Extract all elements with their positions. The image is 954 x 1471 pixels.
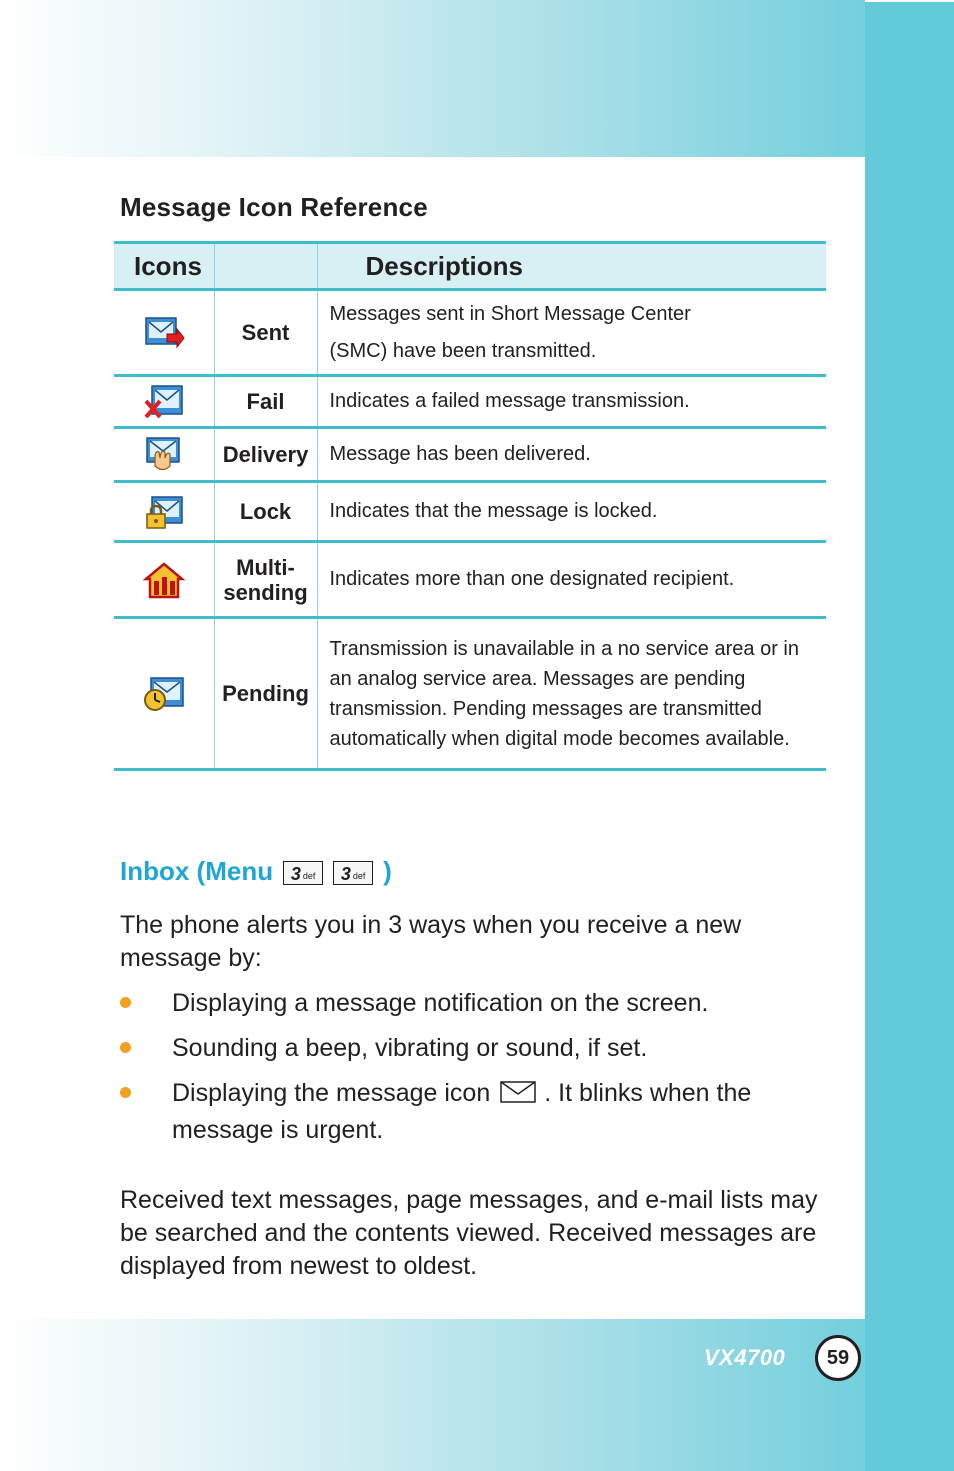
section-title: Message Icon Reference xyxy=(120,192,428,222)
table-header-row xyxy=(114,243,826,290)
right-edge-line xyxy=(865,0,954,2)
description: Indicates that the message is locked. xyxy=(317,482,826,542)
icon-name-sent: Sent xyxy=(214,290,317,376)
description-line: Messages sent in Short Message Center xyxy=(329,302,691,325)
inbox-heading xyxy=(120,856,392,887)
right-edge-band xyxy=(865,0,954,1471)
model-name: VX4700 xyxy=(704,1345,786,1370)
icon-name-delivery: Delivery xyxy=(214,428,317,482)
bullet-dot-icon xyxy=(120,997,131,1008)
list-item: Displaying a message notification on the screen. xyxy=(120,985,840,1022)
description-line: (SMC) have been transmitted. xyxy=(329,339,597,362)
page-number: 59 xyxy=(815,1335,861,1381)
table-row xyxy=(114,290,826,376)
icon-name-pending: Pending xyxy=(214,618,317,770)
inbox-heading-text: Inbox (Menu xyxy=(120,856,274,886)
header-blank xyxy=(214,243,317,290)
envelope-icon xyxy=(500,1081,536,1103)
inbox-heading-close: ) xyxy=(383,856,392,886)
description: Indicates a failed message transmission. xyxy=(317,376,826,428)
description-line: transmission. Pending messages are transmitted xyxy=(329,697,762,720)
pending-icon xyxy=(143,675,185,713)
icon-name-lock: Lock xyxy=(214,482,317,542)
multi-sending-icon xyxy=(143,561,185,599)
description-line: automatically when digital mode becomes available. xyxy=(329,727,790,750)
list-item: Displaying the message icon . It blinks when the message is urgent. xyxy=(120,1075,840,1149)
key-3-def-icon: 3 def xyxy=(333,861,373,885)
icon-name-sending: sending xyxy=(223,579,308,605)
header-descriptions: Descriptions xyxy=(317,243,826,290)
sent-icon xyxy=(143,314,185,352)
inbox-intro: The phone alerts you in 3 ways when you receive a new message by: xyxy=(120,911,742,972)
description-line: an analog service area. Messages are pending xyxy=(329,667,746,690)
table-row xyxy=(114,428,826,482)
icon-name-multi: Multi- xyxy=(236,554,295,580)
table-row xyxy=(114,376,826,428)
key-3-def-icon: 3 def xyxy=(283,861,323,885)
fail-icon xyxy=(143,383,185,421)
header-icons: Icons xyxy=(114,243,214,290)
description: Message has been delivered. xyxy=(317,428,826,482)
icon-reference-table xyxy=(114,241,826,771)
inbox-outro: Received text messages, page messages, and e-mail lists may be searched and the contents viewed. Received messages are displayed from newest to oldest. xyxy=(120,1186,818,1280)
table-row xyxy=(114,482,826,542)
description-line: Transmission is unavailable in a no service area or in xyxy=(329,637,799,660)
icon-name-fail: Fail xyxy=(214,376,317,428)
alert-list xyxy=(120,985,840,1157)
list-item: Sounding a beep, vibrating or sound, if set. xyxy=(120,1030,840,1067)
table-row xyxy=(114,542,826,618)
lock-icon xyxy=(143,493,185,531)
bullet-dot-icon xyxy=(120,1042,131,1053)
table-row xyxy=(114,618,826,770)
delivery-icon xyxy=(143,436,185,474)
bullet-dot-icon xyxy=(120,1087,131,1098)
description: Indicates more than one designated recipient. xyxy=(317,542,826,618)
